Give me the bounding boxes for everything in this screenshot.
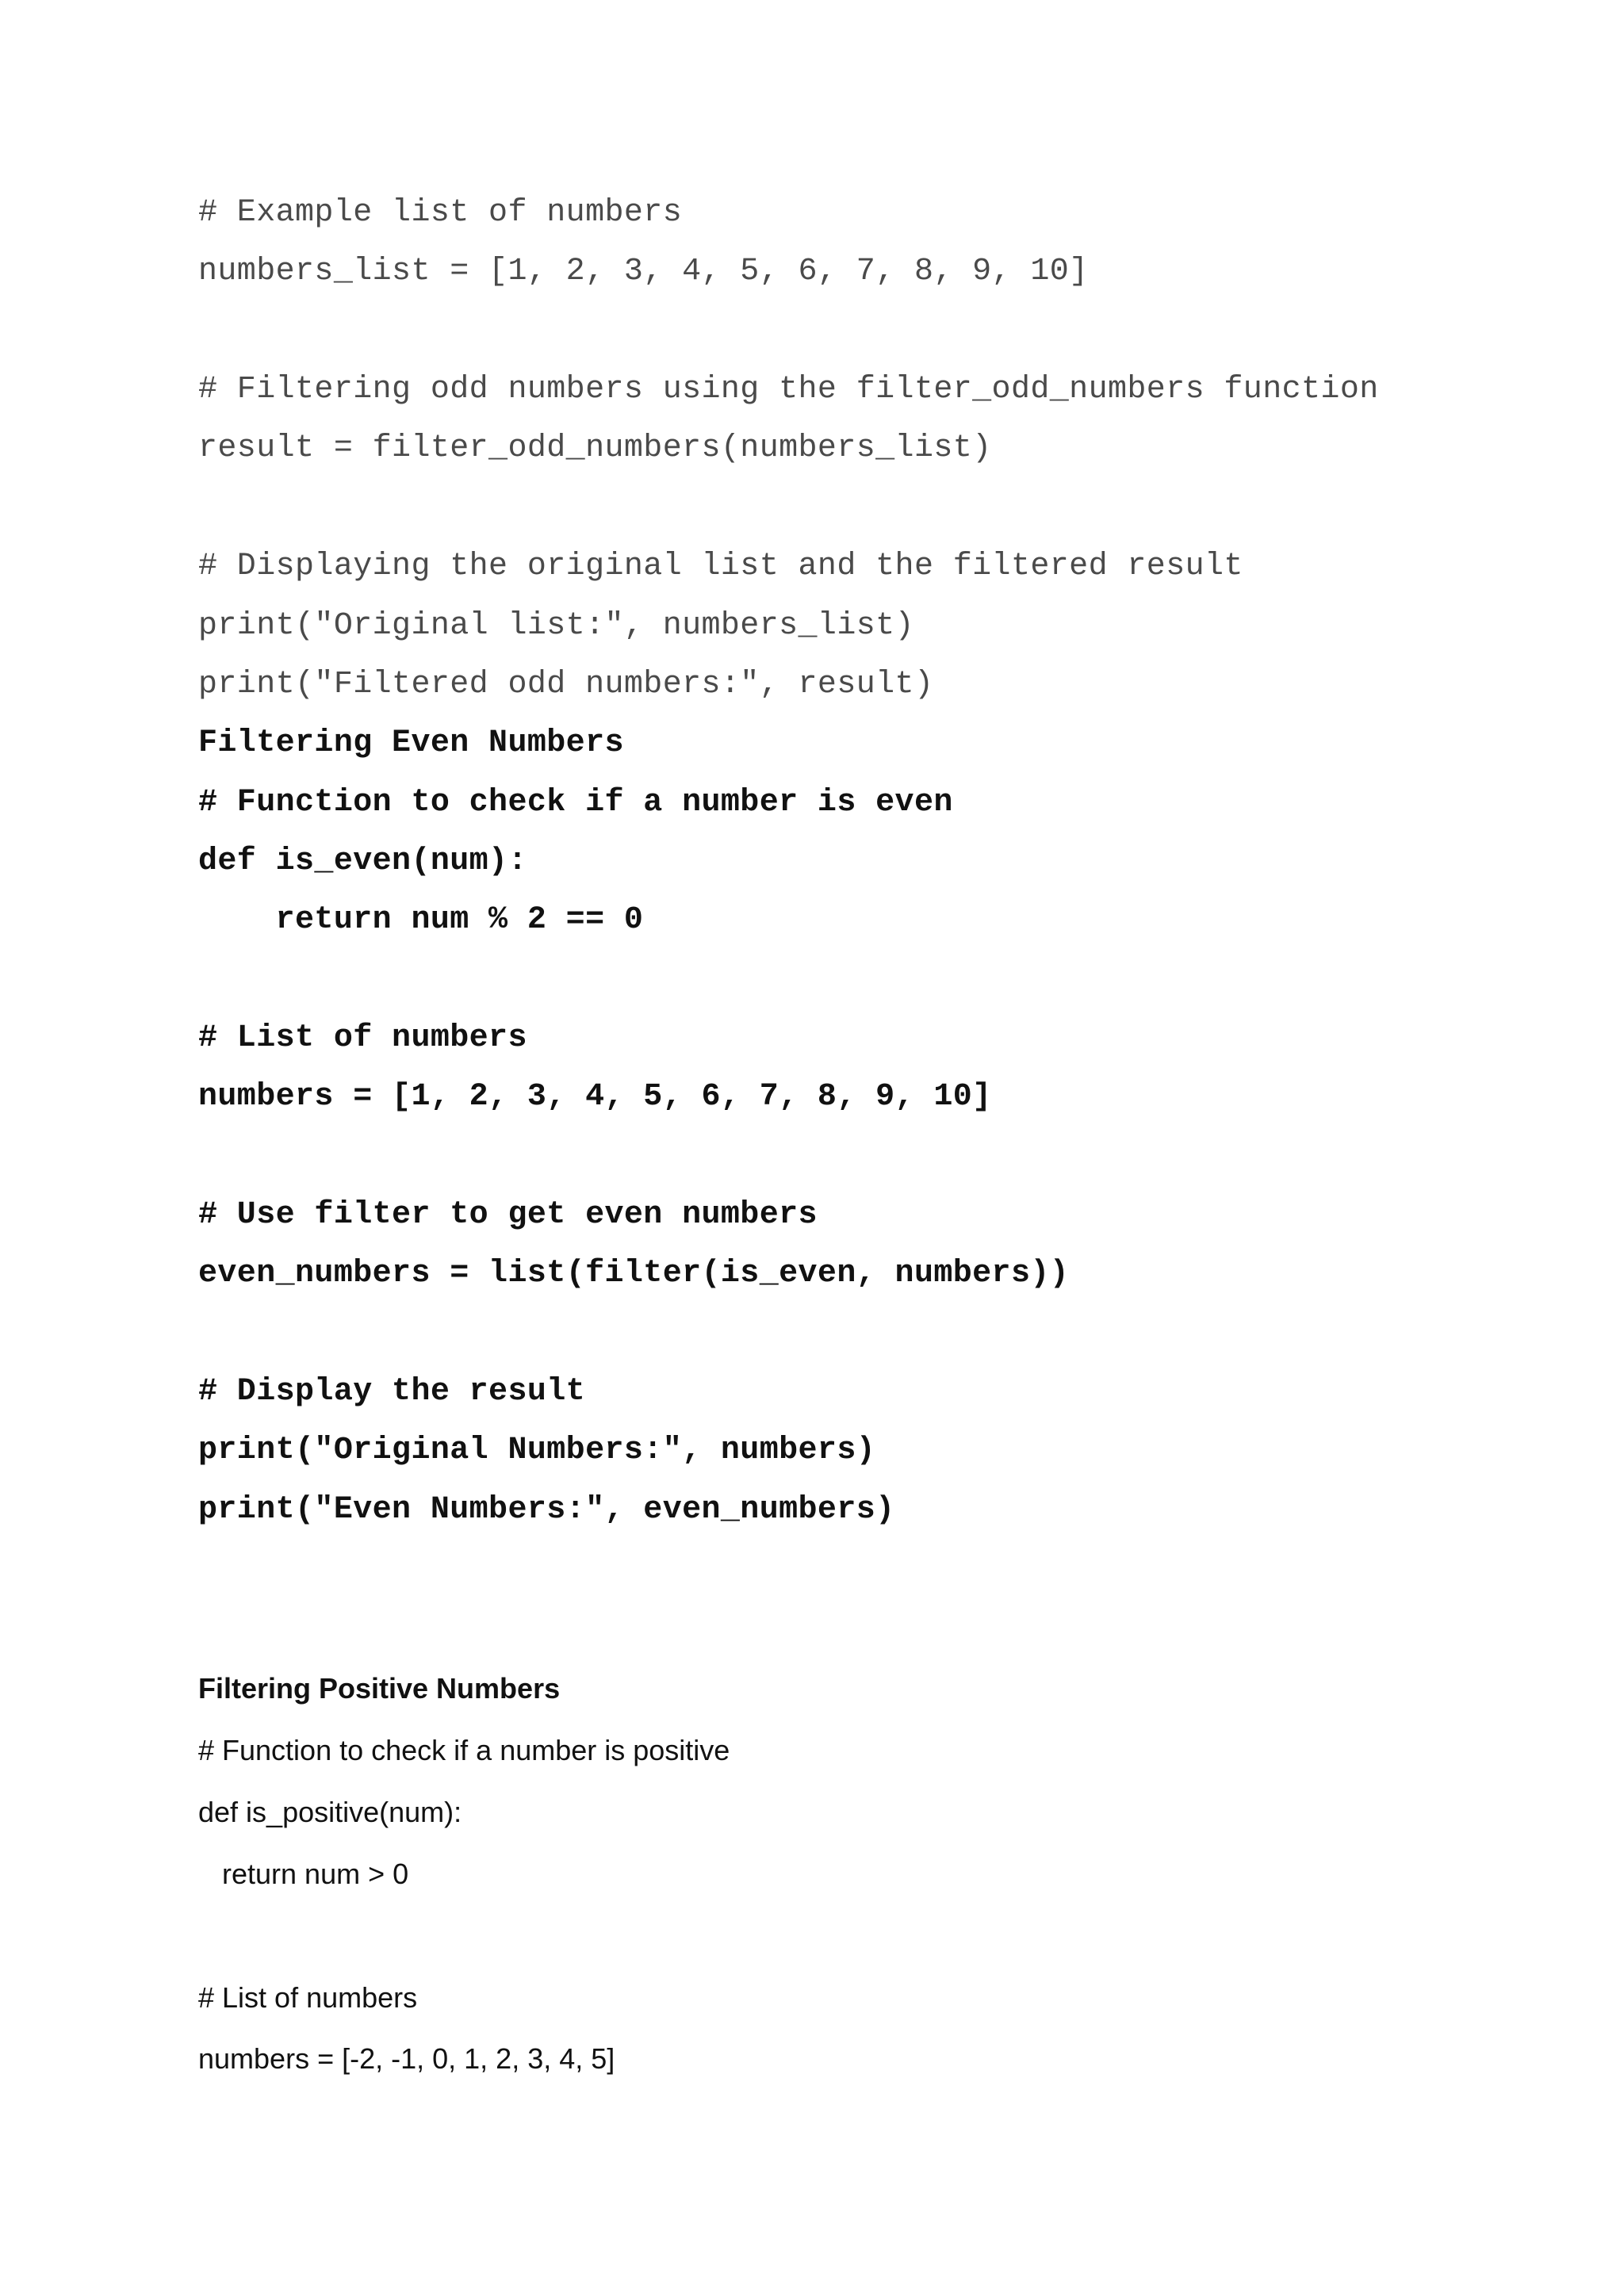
text-line-numbers: numbers = [-2, -1, 0, 1, 2, 3, 4, 5] xyxy=(198,2042,615,2075)
code-line-numbers: numbers = [1, 2, 3, 4, 5, 6, 7, 8, 9, 10] xyxy=(198,1079,992,1115)
code-line-print-even-numbers: print("Even Numbers:", even_numbers) xyxy=(198,1492,895,1528)
code-line-print-original-numbers: print("Original Numbers:", numbers) xyxy=(198,1433,876,1468)
code-line-comment-display: # Displaying the original list and the filtered result xyxy=(198,549,1243,584)
code-line-result: result = filter_odd_numbers(numbers_list) xyxy=(198,430,992,466)
code-line-even-numbers: even_numbers = list(filter(is_even, numbers)) xyxy=(198,1256,1070,1292)
code-line-def-is-even: def is_even(num): xyxy=(198,844,527,879)
code-line-comment-example-list: # Example list of numbers xyxy=(198,195,683,231)
code-line-comment-function-even: # Function to check if a number is even xyxy=(198,785,953,821)
text-line-comment-function-positive: # Function to check if a number is positive xyxy=(198,1734,730,1766)
text-line-comment-list: # List of numbers xyxy=(198,1981,418,2014)
code-line-print-original: print("Original list:", numbers_list) xyxy=(198,608,914,644)
text-line-return-positive: return num > 0 xyxy=(198,1858,409,1890)
section-heading-positive: Filtering Positive Numbers xyxy=(198,1672,561,1705)
code-line-numbers-list: numbers_list = [1, 2, 3, 4, 5, 6, 7, 8, 9, 10] xyxy=(198,254,1089,289)
code-line-comment-list: # List of numbers xyxy=(198,1020,527,1056)
code-line-comment-display-result: # Display the result xyxy=(198,1374,586,1410)
section-heading-even: Filtering Even Numbers xyxy=(198,725,624,761)
code-line-comment-use-filter: # Use filter to get even numbers xyxy=(198,1197,818,1233)
code-line-comment-filter-odd: # Filtering odd numbers using the filter_odd_numbers function xyxy=(198,372,1379,408)
code-line-print-filtered: print("Filtered odd numbers:", result) xyxy=(198,667,934,702)
code-line-return-even: return num % 2 == 0 xyxy=(198,902,644,938)
text-line-def-is-positive: def is_positive(num): xyxy=(198,1796,462,1828)
